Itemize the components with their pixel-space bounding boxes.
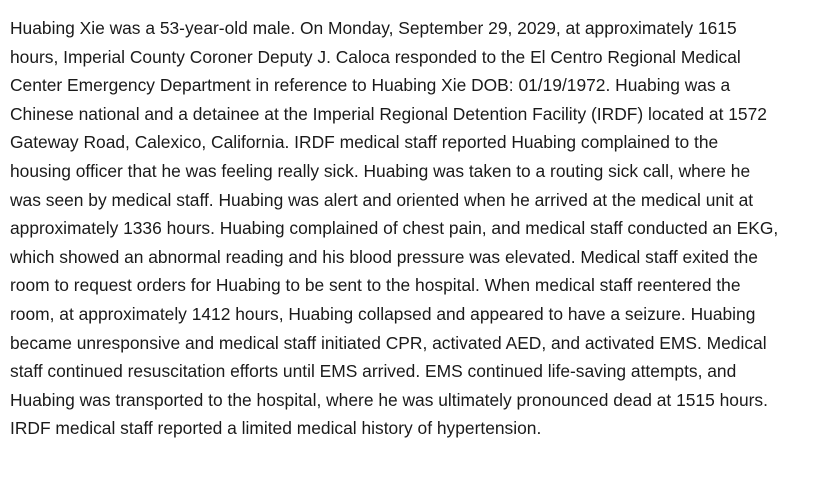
document-body: [10, 14, 822, 443]
text-line: was seen by medical staff. Huabing was alert and oriented when he arrived at the medical unit at: [10, 189, 754, 210]
text-line: became unresponsive and medical staff initiated CPR, activated AED, and activated EMS. Medical: [10, 332, 767, 353]
text-line: Chinese national and a detainee at the Imperial Regional Detention Facility (IRDF) located at 1572: [10, 103, 767, 124]
text-line: which showed an abnormal reading and his blood pressure was elevated. Medical staff exited the: [10, 246, 758, 267]
text-line: IRDF medical staff reported a limited medical history of hypertension.: [10, 418, 542, 439]
text-line: approximately 1336 hours. Huabing complained of chest pain, and medical staff conducted an EKG,: [10, 218, 779, 239]
text-line: hours, Imperial County Coroner Deputy J. Caloca responded to the El Centro Regional Medical: [10, 46, 741, 67]
text-line: Huabing Xie was a 53-year-old male. On Monday, September 29, 2029, at approximately 1615: [10, 18, 737, 38]
text-line: Gateway Road, Calexico, California. IRDF medical staff reported Huabing complained to the: [10, 132, 719, 153]
text-line: staff continued resuscitation efforts until EMS arrived. EMS continued life-saving attempts, and: [10, 361, 737, 382]
text-line: room to request orders for Huabing to be sent to the hospital. When medical staff reentered the: [10, 275, 741, 296]
text-line: room, at approximately 1412 hours, Huabing collapsed and appeared to have a seizure. Huabing: [10, 303, 756, 324]
text-line: Huabing was transported to the hospital, where he was ultimately pronounced dead at 1515 hours.: [10, 389, 768, 410]
text-line: Center Emergency Department in reference to Huabing Xie DOB: 01/19/1972. Huabing was a: [10, 75, 731, 96]
text-line: housing officer that he was feeling really sick. Huabing was taken to a routing sick call, where he: [10, 160, 751, 181]
